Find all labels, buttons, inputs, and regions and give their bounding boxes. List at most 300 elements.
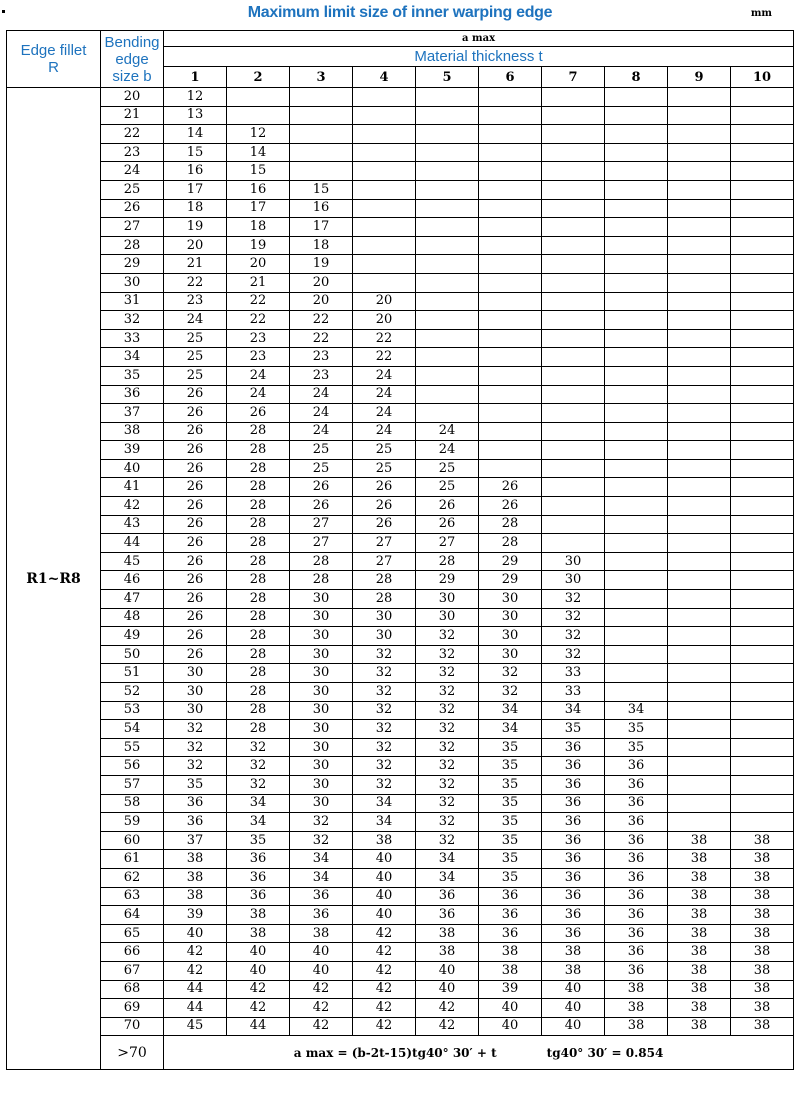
value-cell: [731, 199, 794, 218]
bending-size-cell: 67: [101, 961, 164, 980]
value-cell: 19: [227, 236, 290, 255]
value-cell: 25: [290, 441, 353, 460]
title-bar: [0, 0, 800, 30]
value-cell: 42: [353, 999, 416, 1018]
value-cell: 34: [542, 701, 605, 720]
bending-size-cell: 21: [101, 106, 164, 125]
value-cell: 22: [227, 311, 290, 330]
value-cell: [542, 273, 605, 292]
table-row: [7, 608, 794, 627]
value-cell: 44: [164, 999, 227, 1018]
bending-size-cell: 52: [101, 683, 164, 702]
value-cell: 36: [605, 850, 668, 869]
value-cell: 33: [542, 683, 605, 702]
value-cell: [668, 348, 731, 367]
value-cell: [605, 180, 668, 199]
value-cell: [542, 125, 605, 144]
value-cell: [227, 88, 290, 107]
value-cell: [605, 534, 668, 553]
value-cell: [290, 143, 353, 162]
value-cell: [416, 348, 479, 367]
value-cell: 29: [479, 552, 542, 571]
value-cell: [731, 571, 794, 590]
value-cell: [416, 125, 479, 144]
footer-row: [7, 1036, 794, 1070]
value-cell: [731, 534, 794, 553]
value-cell: 38: [542, 961, 605, 980]
value-cell: [416, 292, 479, 311]
thickness-header-9: 9: [668, 67, 731, 88]
value-cell: [542, 478, 605, 497]
value-cell: 38: [668, 980, 731, 999]
value-cell: 20: [227, 255, 290, 274]
value-cell: 36: [605, 887, 668, 906]
value-cell: 36: [290, 906, 353, 925]
value-cell: 25: [164, 348, 227, 367]
value-cell: 38: [731, 831, 794, 850]
value-cell: 38: [668, 999, 731, 1018]
value-cell: 21: [227, 273, 290, 292]
value-cell: 30: [290, 794, 353, 813]
value-cell: [731, 590, 794, 609]
value-cell: 28: [227, 478, 290, 497]
value-cell: 26: [416, 497, 479, 516]
value-cell: [479, 459, 542, 478]
value-cell: [605, 236, 668, 255]
bending-size-cell: 63: [101, 887, 164, 906]
value-cell: 32: [353, 738, 416, 757]
value-cell: 35: [227, 831, 290, 850]
value-cell: 32: [164, 757, 227, 776]
value-cell: [668, 552, 731, 571]
value-cell: 32: [416, 813, 479, 832]
value-cell: [731, 143, 794, 162]
value-cell: [353, 162, 416, 181]
value-cell: 35: [479, 831, 542, 850]
table-row: [7, 515, 794, 534]
value-cell: 42: [290, 999, 353, 1018]
value-cell: 26: [479, 478, 542, 497]
value-cell: 32: [164, 720, 227, 739]
value-cell: 32: [290, 831, 353, 850]
table-row: [7, 943, 794, 962]
thickness-header-1: 1: [164, 67, 227, 88]
thickness-header-3: 3: [290, 67, 353, 88]
value-cell: 35: [479, 868, 542, 887]
bending-size-cell: 39: [101, 441, 164, 460]
value-cell: 32: [479, 664, 542, 683]
value-cell: 30: [542, 552, 605, 571]
value-cell: 39: [479, 980, 542, 999]
value-cell: 38: [668, 831, 731, 850]
value-cell: [479, 180, 542, 199]
table-row: [7, 255, 794, 274]
value-cell: 38: [164, 850, 227, 869]
value-cell: [605, 88, 668, 107]
value-cell: [416, 180, 479, 199]
value-cell: [479, 199, 542, 218]
value-cell: 22: [227, 292, 290, 311]
bending-header-line3: size b: [112, 67, 152, 85]
bending-size-cell: 65: [101, 924, 164, 943]
value-cell: [731, 366, 794, 385]
thickness-header-5: 5: [416, 67, 479, 88]
value-cell: 38: [731, 868, 794, 887]
value-cell: 32: [353, 720, 416, 739]
value-cell: 32: [416, 757, 479, 776]
value-cell: 36: [605, 775, 668, 794]
value-cell: 28: [227, 422, 290, 441]
value-cell: 22: [290, 311, 353, 330]
value-cell: 23: [227, 348, 290, 367]
table-row: [7, 1017, 794, 1036]
table-row: [7, 218, 794, 237]
value-cell: 38: [731, 850, 794, 869]
bending-size-cell: 28: [101, 236, 164, 255]
table-row: [7, 478, 794, 497]
value-cell: 42: [227, 999, 290, 1018]
value-cell: [605, 366, 668, 385]
limit-size-table: [6, 30, 794, 1070]
value-cell: [668, 180, 731, 199]
value-cell: [542, 311, 605, 330]
value-cell: 35: [479, 794, 542, 813]
value-cell: [668, 218, 731, 237]
value-cell: 38: [605, 980, 668, 999]
value-cell: 27: [353, 552, 416, 571]
value-cell: 17: [164, 180, 227, 199]
value-cell: [605, 441, 668, 460]
bending-size-cell: 54: [101, 720, 164, 739]
thickness-header-8: 8: [605, 67, 668, 88]
value-cell: [290, 106, 353, 125]
value-cell: [605, 590, 668, 609]
footer-b-label: >70: [101, 1036, 164, 1070]
bending-size-cell: 32: [101, 311, 164, 330]
value-cell: 35: [479, 813, 542, 832]
value-cell: [605, 627, 668, 646]
value-cell: [668, 794, 731, 813]
value-cell: 30: [290, 720, 353, 739]
value-cell: [668, 627, 731, 646]
value-cell: 15: [227, 162, 290, 181]
value-cell: [605, 385, 668, 404]
value-cell: [668, 738, 731, 757]
bending-size-cell: 60: [101, 831, 164, 850]
value-cell: [227, 106, 290, 125]
value-cell: 36: [605, 906, 668, 925]
value-cell: [668, 329, 731, 348]
value-cell: [668, 497, 731, 516]
value-cell: 28: [227, 534, 290, 553]
value-cell: [731, 385, 794, 404]
value-cell: 38: [542, 943, 605, 962]
value-cell: [731, 404, 794, 423]
value-cell: [731, 218, 794, 237]
value-cell: 40: [416, 961, 479, 980]
value-cell: 34: [416, 850, 479, 869]
value-cell: 28: [353, 590, 416, 609]
value-cell: [605, 683, 668, 702]
value-cell: 40: [353, 906, 416, 925]
value-cell: 32: [416, 831, 479, 850]
value-cell: 27: [353, 534, 416, 553]
thickness-header-2: 2: [227, 67, 290, 88]
value-cell: 24: [353, 366, 416, 385]
value-cell: 28: [227, 459, 290, 478]
value-cell: 36: [542, 868, 605, 887]
value-cell: [479, 404, 542, 423]
value-cell: [353, 236, 416, 255]
value-cell: [668, 701, 731, 720]
value-cell: [479, 348, 542, 367]
value-cell: [731, 88, 794, 107]
table-row: [7, 868, 794, 887]
thickness-header-6: 6: [479, 67, 542, 88]
table-row: [7, 497, 794, 516]
value-cell: 38: [605, 999, 668, 1018]
value-cell: [479, 218, 542, 237]
table-body: [7, 88, 794, 1070]
value-cell: 28: [416, 552, 479, 571]
table-row: [7, 404, 794, 423]
value-cell: 17: [290, 218, 353, 237]
bending-size-cell: 61: [101, 850, 164, 869]
value-cell: 36: [542, 813, 605, 832]
bending-size-cell: 33: [101, 329, 164, 348]
value-cell: 32: [479, 683, 542, 702]
value-cell: [731, 106, 794, 125]
value-cell: [416, 385, 479, 404]
value-cell: 30: [479, 627, 542, 646]
value-cell: 32: [542, 627, 605, 646]
value-cell: [668, 813, 731, 832]
value-cell: 38: [479, 943, 542, 962]
value-cell: [416, 106, 479, 125]
value-cell: 38: [290, 924, 353, 943]
value-cell: 42: [353, 1017, 416, 1036]
value-cell: [542, 329, 605, 348]
value-cell: [353, 143, 416, 162]
value-cell: [605, 143, 668, 162]
value-cell: [416, 273, 479, 292]
value-cell: 32: [542, 590, 605, 609]
value-cell: [731, 701, 794, 720]
value-cell: [479, 273, 542, 292]
value-cell: 16: [290, 199, 353, 218]
value-cell: [605, 404, 668, 423]
value-cell: 40: [542, 999, 605, 1018]
table-row: [7, 999, 794, 1018]
value-cell: 23: [227, 329, 290, 348]
table-row: [7, 236, 794, 255]
bending-header-line1: Bending: [104, 33, 160, 51]
value-cell: [542, 180, 605, 199]
value-cell: [605, 645, 668, 664]
table-row: [7, 292, 794, 311]
value-cell: [668, 775, 731, 794]
value-cell: [479, 88, 542, 107]
value-cell: [416, 199, 479, 218]
value-cell: [479, 255, 542, 274]
value-cell: 26: [479, 497, 542, 516]
value-cell: [605, 422, 668, 441]
value-cell: 24: [227, 385, 290, 404]
value-cell: 44: [164, 980, 227, 999]
value-cell: 35: [479, 757, 542, 776]
value-cell: [731, 683, 794, 702]
value-cell: 39: [164, 906, 227, 925]
bending-size-cell: 34: [101, 348, 164, 367]
value-cell: 22: [290, 329, 353, 348]
value-cell: 36: [605, 961, 668, 980]
bending-size-cell: 55: [101, 738, 164, 757]
value-cell: 28: [290, 571, 353, 590]
edge-fillet-header-line2: R: [48, 59, 59, 76]
value-cell: 30: [290, 664, 353, 683]
value-cell: 14: [227, 143, 290, 162]
value-cell: [605, 199, 668, 218]
table-row: [7, 961, 794, 980]
value-cell: 18: [164, 199, 227, 218]
table-row: [7, 720, 794, 739]
value-cell: 36: [605, 943, 668, 962]
value-cell: 30: [290, 683, 353, 702]
value-cell: 38: [731, 980, 794, 999]
value-cell: 35: [479, 850, 542, 869]
value-cell: 26: [164, 645, 227, 664]
bending-size-cell: 25: [101, 180, 164, 199]
value-cell: 24: [416, 422, 479, 441]
bending-size-cell: 24: [101, 162, 164, 181]
value-cell: 26: [164, 385, 227, 404]
value-cell: 25: [164, 366, 227, 385]
bending-size-cell: 53: [101, 701, 164, 720]
bending-header-line2: edge: [115, 50, 149, 68]
value-cell: 16: [164, 162, 227, 181]
value-cell: 20: [353, 311, 416, 330]
value-cell: [731, 255, 794, 274]
value-cell: 24: [290, 385, 353, 404]
value-cell: 23: [290, 348, 353, 367]
value-cell: [668, 125, 731, 144]
value-cell: 26: [164, 497, 227, 516]
value-cell: 32: [227, 757, 290, 776]
value-cell: 25: [353, 459, 416, 478]
value-cell: 26: [353, 515, 416, 534]
value-cell: 26: [416, 515, 479, 534]
table-row: [7, 311, 794, 330]
value-cell: 22: [164, 273, 227, 292]
value-cell: [479, 125, 542, 144]
value-cell: [353, 199, 416, 218]
thickness-header-10: 10: [731, 67, 794, 88]
value-cell: [479, 311, 542, 330]
value-cell: 36: [479, 887, 542, 906]
value-cell: 25: [164, 329, 227, 348]
value-cell: 20: [353, 292, 416, 311]
value-cell: 34: [353, 813, 416, 832]
value-cell: 32: [416, 794, 479, 813]
value-cell: 30: [290, 645, 353, 664]
value-cell: 40: [290, 961, 353, 980]
bending-size-cell: 30: [101, 273, 164, 292]
value-cell: 30: [290, 757, 353, 776]
value-cell: 38: [731, 999, 794, 1018]
value-cell: 26: [353, 478, 416, 497]
value-cell: 26: [290, 497, 353, 516]
value-cell: 34: [353, 794, 416, 813]
amax-header: a max: [164, 31, 794, 47]
bending-size-cell: 59: [101, 813, 164, 832]
value-cell: 25: [416, 459, 479, 478]
value-cell: [542, 218, 605, 237]
bending-size-cell: 69: [101, 999, 164, 1018]
value-cell: [542, 404, 605, 423]
value-cell: [731, 515, 794, 534]
value-cell: [416, 329, 479, 348]
value-cell: [731, 627, 794, 646]
value-cell: [542, 385, 605, 404]
value-cell: 30: [164, 664, 227, 683]
value-cell: [479, 143, 542, 162]
value-cell: [605, 571, 668, 590]
value-cell: [605, 664, 668, 683]
value-cell: [668, 664, 731, 683]
value-cell: 45: [164, 1017, 227, 1036]
value-cell: [416, 255, 479, 274]
bending-size-cell: 36: [101, 385, 164, 404]
value-cell: 30: [479, 645, 542, 664]
value-cell: [479, 366, 542, 385]
value-cell: 40: [353, 887, 416, 906]
value-cell: [605, 459, 668, 478]
value-cell: 28: [227, 701, 290, 720]
bending-size-cell: 66: [101, 943, 164, 962]
value-cell: 38: [353, 831, 416, 850]
value-cell: 28: [227, 590, 290, 609]
value-cell: 36: [542, 831, 605, 850]
value-cell: 24: [290, 404, 353, 423]
value-cell: 30: [290, 701, 353, 720]
table-row: [7, 980, 794, 999]
bending-size-cell: 23: [101, 143, 164, 162]
value-cell: [668, 515, 731, 534]
value-cell: [353, 88, 416, 107]
value-cell: 38: [668, 850, 731, 869]
value-cell: 40: [227, 943, 290, 962]
value-cell: 36: [542, 738, 605, 757]
value-cell: 38: [164, 887, 227, 906]
value-cell: [668, 534, 731, 553]
value-cell: 32: [227, 775, 290, 794]
bending-size-cell: 20: [101, 88, 164, 107]
value-cell: [668, 162, 731, 181]
table-row: [7, 627, 794, 646]
table-row: [7, 552, 794, 571]
value-cell: 35: [479, 738, 542, 757]
r-range-cell: R1~R8: [7, 88, 101, 1070]
bending-size-cell: 49: [101, 627, 164, 646]
value-cell: 29: [416, 571, 479, 590]
value-cell: [542, 497, 605, 516]
value-cell: [479, 236, 542, 255]
value-cell: 38: [668, 924, 731, 943]
value-cell: [668, 404, 731, 423]
value-cell: 38: [731, 961, 794, 980]
value-cell: [353, 273, 416, 292]
value-cell: 40: [479, 1017, 542, 1036]
